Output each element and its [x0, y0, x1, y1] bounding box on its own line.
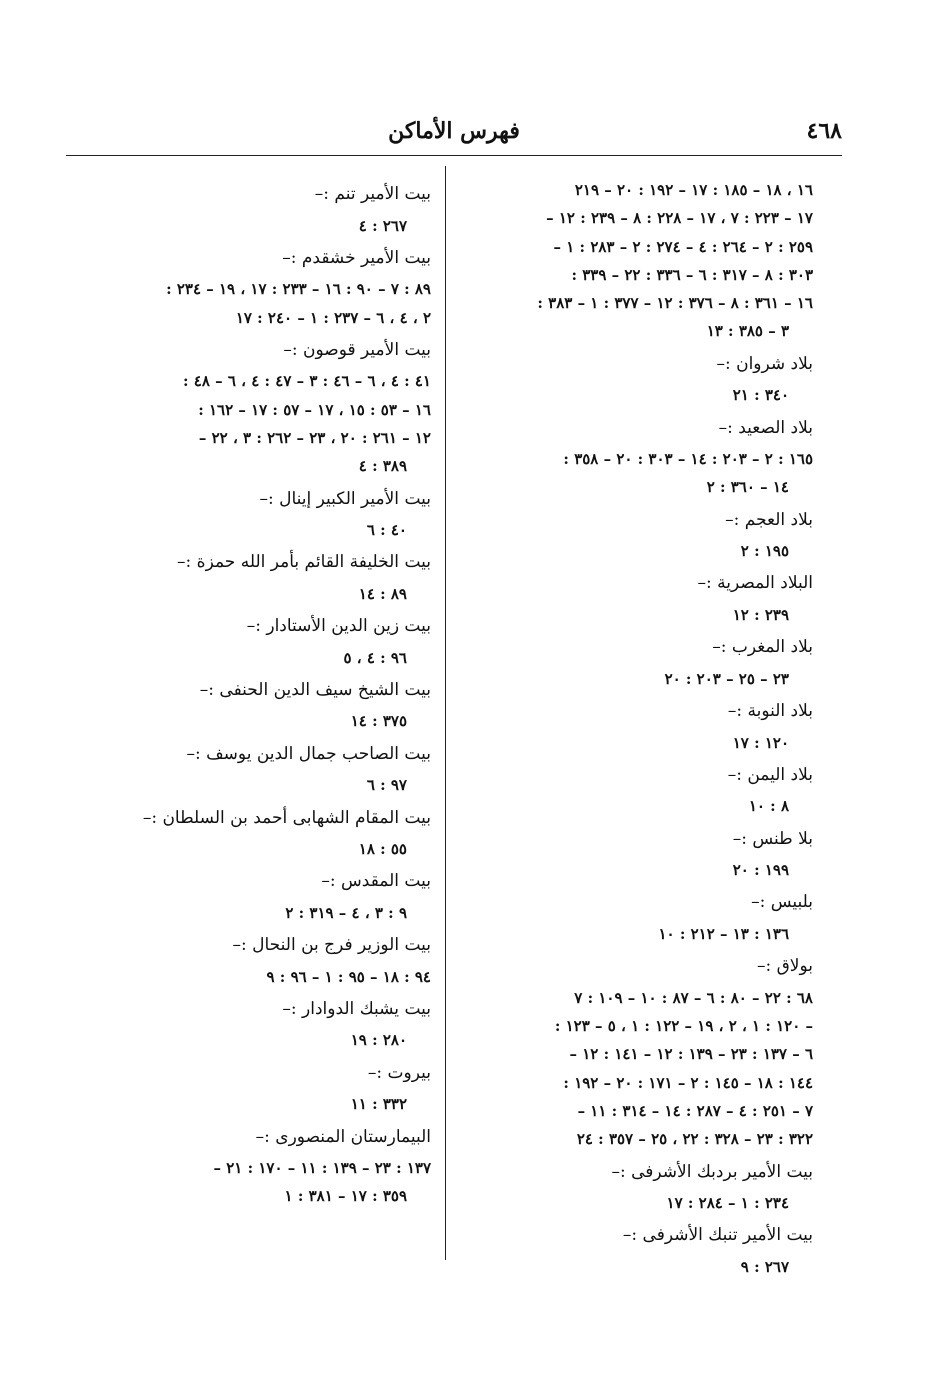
- column-divider: [445, 166, 446, 1260]
- index-entry-references: ١٦٥ : ٢ – ٢٠٣ : ١٤ – ٣٠٣ : ٢٠ – ٣٥٨ :: [563, 450, 813, 469]
- index-entry-references: ٢٦٧ : ٤: [358, 216, 407, 235]
- page-number: ٤٦٨: [806, 118, 842, 144]
- index-entry-heading: بيت الأمير بردبك الأشرفى :–: [611, 1161, 813, 1182]
- index-entry-heading: بلاد المغرب :–: [712, 637, 813, 658]
- index-entry-references: ١٣٦ : ١٣ – ٢١٢ : ١٠: [658, 924, 789, 943]
- index-entry-references: ٦٨ : ٢٢ – ٨٠ : ٦ – ٨٧ : ١٠ – ١٠٩ : ٧: [574, 988, 813, 1007]
- index-entry-references: ٨٩ : ٧ – ٩٠ : ١٦ – ٢٣٣ : ١٧ ، ١٩ – ٢٣٤ :: [166, 280, 431, 299]
- index-entry-heading: بيت الصاحب جمال الدين يوسف :–: [186, 743, 431, 764]
- index-entry-references: ١٩٥ : ٢: [740, 542, 789, 561]
- index-entry-references: ٣٥٩ : ١٧ – ٣٨١ : ١: [284, 1187, 407, 1206]
- index-entry-references: ٢ ، ٤ ، ٦ – ٢٣٧ : ١ – ٢٤٠ : ١٧: [235, 308, 431, 327]
- index-entry-heading: بيت الأمير قوصون :–: [283, 339, 431, 360]
- index-entry-heading: بولاق :–: [756, 956, 813, 977]
- left-index-column: [76, 176, 431, 1211]
- index-entry-references: ٣٨٩ : ٤: [358, 457, 407, 476]
- header-rule: [66, 155, 842, 156]
- index-entry-heading: بيت الأمير الكبير إينال :–: [259, 488, 431, 509]
- index-entry-references: ٩٧ : ٦: [366, 776, 407, 795]
- index-entry-heading: بلبيس :–: [751, 892, 813, 913]
- index-entry-heading: بيت الأمير تنبك الأشرفى :–: [622, 1225, 813, 1246]
- index-entry-references: ٢٣٩ : ١٢: [732, 605, 789, 624]
- index-entry-references: ٢٣٤ : ١ – ٢٨٤ : ١٧: [666, 1194, 789, 1213]
- running-title: فهرس الأماكن: [388, 118, 520, 144]
- index-entry-references: ٤٠ : ٦: [366, 521, 407, 540]
- index-entry-references: ٩٤ : ١٨ – ٩٥ : ١ – ٩٦ : ٩: [266, 967, 431, 986]
- index-entry-heading: بلاد الصعيد :–: [718, 417, 813, 438]
- index-entry-references: ٢٥٩ : ٢ – ٢٦٤ : ٤ – ٢٧٤ : ٢ – ٢٨٣ : ١ –: [553, 237, 813, 256]
- index-entry-heading: بلاد شروان :–: [716, 353, 813, 374]
- index-entry-heading: بيروت :–: [367, 1062, 431, 1083]
- index-entry-references: ١٣٧ : ٢٣ – ١٣٩ : ١١ – ١٧٠ : ٢١ –: [213, 1159, 431, 1178]
- index-entry-references: ١٢٠ : ١٧: [732, 733, 789, 752]
- index-entry-references: ٣٣٢ : ١١: [350, 1095, 407, 1114]
- index-entry-references: ٤١ : ٤ ، ٦ – ٤٦ : ٣ – ٤٧ : ٤ ، ٦ – ٤٨ :: [183, 372, 431, 391]
- index-entry-references: ١٢ – ٢٦١ : ٢٠ ، ٢٣ – ٢٦٢ : ٣ ، ٢٢ –: [198, 428, 431, 447]
- right-index-column: [468, 176, 813, 1281]
- index-entry-references: ٢٨٠ : ١٩: [350, 1031, 407, 1050]
- index-entry-references: ٦ – ١٣٧ : ٢٣ – ١٣٩ : ١٢ – ١٤١ : ١٢ –: [569, 1045, 813, 1064]
- index-entry-heading: بيت الوزير فرج بن النحال :–: [232, 935, 431, 956]
- index-entry-references: ٢٣ – ٢٥ – ٢٠٣ : ٢٠: [664, 669, 789, 688]
- index-entry-references: ٣٠٣ : ٨ – ٣١٧ : ٦ – ٣٣٦ : ٢٢ – ٣٣٩ :: [571, 265, 813, 284]
- index-entry-heading: بيت الخليفة القائم بأمر الله حمزة :–: [177, 552, 431, 573]
- index-entry-references: ٥٥ : ١٨: [358, 840, 407, 859]
- index-entry-heading: بيت الأمير خشقدم :–: [282, 247, 431, 268]
- index-entry-heading: بيت المقام الشهابى أحمد بن السلطان :–: [142, 807, 431, 828]
- index-entry-references: ٧ – ٢٥١ : ٤ – ٢٨٧ : ١٤ – ٣١٤ : ١١ –: [577, 1101, 813, 1120]
- index-entry-references: ٩٦ : ٤ ، ٥: [343, 648, 407, 667]
- index-entry-references: ٣٧٥ : ١٤: [350, 712, 407, 731]
- index-entry-heading: بيت الشيخ سيف الدين الحنفى :–: [199, 679, 431, 700]
- index-entry-references: ١٩٩ : ٢٠: [732, 861, 789, 880]
- index-entry-heading: بيت زين الدين الأستادار :–: [246, 616, 431, 637]
- index-entry-references: ٩ : ٣ ، ٤ – ٣١٩ : ٢: [285, 903, 407, 922]
- index-entry-references: ٢٦٧ : ٩: [740, 1257, 789, 1276]
- index-entry-heading: بلاد اليمن :–: [727, 764, 813, 785]
- index-entry-references: ١٦ ، ١٨ – ١٨٥ : ١٧ – ١٩٢ : ٢٠ – ٢١٩: [574, 181, 813, 199]
- index-entry-heading: بلاد النوبة :–: [727, 701, 813, 722]
- index-entry-heading: بيت يشبك الدوادار :–: [282, 998, 431, 1019]
- index-entry-heading: بلاد العجم :–: [725, 509, 813, 530]
- index-entry-references: ١٤ – ٣٦٠ : ٢: [706, 478, 789, 497]
- index-entry-references: ٣٢٢ : ٢٣ – ٣٢٨ : ٢٢ ، ٢٥ – ٣٥٧ : ٢٤: [576, 1130, 813, 1149]
- index-entry-references: ١٦ – ٥٣ : ١٥ ، ١٧ – ٥٧ : ١٧ – ١٦٢ :: [198, 400, 431, 419]
- index-entry-heading: بيت الأمير تنم :–: [314, 184, 431, 204]
- index-entry-references: ٨٩ : ١٤: [358, 584, 407, 603]
- index-entry-references: ١٤٤ : ١٨ – ١٤٥ : ٢ – ١٧١ : ٢٠ – ١٩٢ :: [563, 1073, 813, 1092]
- index-entry-references: ١٦ – ٣٦١ : ٨ – ٣٧٦ : ١٢ – ٣٧٧ : ١ – ٣٨٣ :: [537, 294, 813, 313]
- index-entry-references: ٣ – ٣٨٥ : ١٣: [706, 322, 789, 341]
- index-entry-references: ١٧ – ٢٢٣ : ٧ ، ١٧ – ٢٢٨ : ٨ – ٢٣٩ : ١٢ –: [546, 209, 813, 228]
- index-entry-heading: البلاد المصرية :–: [697, 573, 813, 594]
- index-entry-references: ٣٤٠ : ٢١: [732, 386, 789, 405]
- index-entry-references: – ١٢٠ : ١ ، ٢ ، ١٩ – ١٢٢ : ١ ، ٥ – ١٢٣ :: [554, 1017, 813, 1036]
- index-entry-heading: بيت المقدس :–: [321, 871, 431, 892]
- index-entry-heading: البيمارستان المنصورى :–: [255, 1126, 431, 1147]
- index-entry-references: ٨ : ١٠: [748, 797, 789, 816]
- page-header: [66, 118, 842, 154]
- index-entry-heading: بلا طنس :–: [732, 828, 813, 849]
